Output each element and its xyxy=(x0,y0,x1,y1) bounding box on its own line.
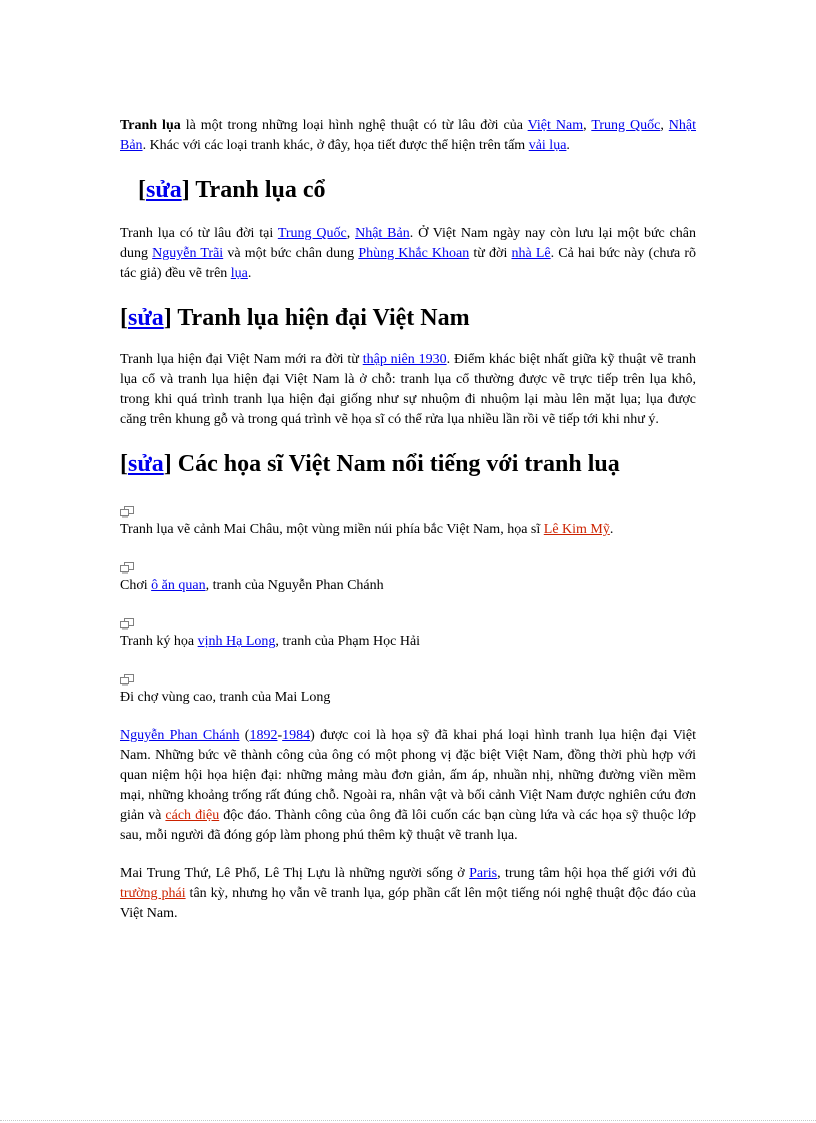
caption-after: . xyxy=(609,522,614,537)
broken-image-icon[interactable] xyxy=(120,674,134,686)
mai-trung-thu-paragraph xyxy=(120,864,696,924)
s2-text-1: Tranh lụa hiện đại Việt Nam mới ra đời từ xyxy=(120,352,363,367)
image-caption-1 xyxy=(120,520,696,540)
link-nguyen-trai[interactable]: Nguyễn Trãi xyxy=(152,246,224,261)
p1-text-4: độc đáo. Thành công của ông đã lôi cuốn các bạn cùng lứa và các họa sỹ thuộc lớp sau, mỗi người đã đóng góp làm phong phú thêm kỹ thuật vẽ tranh lụa. xyxy=(120,808,696,843)
link-vinh-ha-long[interactable]: vịnh Hạ Long xyxy=(197,634,276,649)
heading-text: Tranh lụa cổ xyxy=(195,177,326,203)
caption-text: Tranh lụa vẽ cảnh Mai Châu, một vùng miền núi phía bắc Việt Nam, họa sĩ xyxy=(120,522,544,537)
p2-text-3: tân kỳ, nhưng họ vẫn vẽ tranh lụa, góp phần cất lên một tiếng nói nghệ thuật độc đáo của Việt Nam. xyxy=(120,886,696,921)
broken-image-icon[interactable] xyxy=(120,562,134,574)
link-paris[interactable]: Paris xyxy=(469,866,498,881)
intro-text-4: . Khác với các loại tranh khác, ở đây, họa tiết được thể hiện trên tấm xyxy=(142,138,529,153)
link-vai-lua[interactable]: vải lụa xyxy=(528,138,567,153)
link-viet-nam[interactable]: Việt Nam xyxy=(527,118,584,133)
heading-tranh-lua-co: [sửa] Tranh lụa cổ xyxy=(138,177,326,203)
link-truong-phai[interactable]: trường phái xyxy=(120,886,186,901)
image-placeholder-3 xyxy=(120,618,696,652)
s1-text-3: . Ở Việt Nam ngày nay còn lưu lại một bức chân dung xyxy=(120,226,697,261)
heading-tranh-lua-hien-dai: [sửa] Tranh lụa hiện đại Việt Nam xyxy=(120,305,470,331)
intro-bold-term: Tranh lụa xyxy=(120,118,181,133)
p1-text-3: ) được coi là họa sỹ đã khai phá loại hình tranh lụa hiện đại Việt Nam. Những bức vẽ thành công của ông có một phong vị đặc biệt Việt Nam, đồng thời phù hợp với quan niệm hội họa hiện đại: những mảng màu đơn giản, ấm áp, nhuần nhị, những đường viền mềm mại, những khoảng trống rất đúng chỗ. Ngoài ra, nhân vật và bối cảnh Việt Nam được nghiên cứu đơn giản và xyxy=(120,728,696,823)
link-trung-quoc[interactable]: Trung Quốc xyxy=(591,118,661,133)
intro-paragraph xyxy=(120,116,696,156)
intro-text-2: , xyxy=(583,118,592,133)
s1-text-5: từ đời xyxy=(469,246,512,261)
heading-text: Tranh lụa hiện đại Việt Nam xyxy=(177,305,470,331)
link-le-kim-my[interactable]: Lê Kim Mỹ xyxy=(543,522,610,537)
link-nhat-ban-2[interactable]: Nhật Bản xyxy=(355,226,410,241)
edit-link-section-3[interactable]: sửa xyxy=(128,451,164,477)
heading-text: Các họa sĩ Việt Nam nổi tiếng với tranh luạ xyxy=(177,451,620,477)
image-caption-3 xyxy=(120,632,696,652)
link-lua[interactable]: lụa xyxy=(230,266,248,281)
link-o-an-quan[interactable]: ô ăn quan xyxy=(151,578,206,593)
link-nguyen-phan-chanh[interactable]: Nguyễn Phan Chánh xyxy=(120,728,240,743)
s1-text-7: . xyxy=(247,266,252,281)
caption-text: Tranh ký họa xyxy=(120,634,198,649)
link-nhat-ban[interactable]: Nhật Bản xyxy=(120,118,697,153)
s1-text-1: Tranh lụa có từ lâu đời tại xyxy=(120,226,278,241)
heading-cac-hoa-si: [sửa] Các họa sĩ Việt Nam nổi tiếng với tranh luạ xyxy=(120,451,620,477)
image-placeholder-1 xyxy=(120,506,696,540)
broken-image-icon[interactable] xyxy=(120,506,134,518)
p2-text-1: Mai Trung Thứ, Lê Phổ, Lê Thị Lựu là những người sống ở xyxy=(120,866,470,881)
image-placeholder-4 xyxy=(120,674,696,708)
link-1984[interactable]: 1984 xyxy=(282,728,311,743)
link-cach-dieu[interactable]: cách điệu xyxy=(165,808,220,823)
edit-link-section-1[interactable]: sửa xyxy=(146,177,182,203)
caption-text: Đi chợ vùng cao, tranh của Mai Long xyxy=(120,690,331,705)
broken-image-icon[interactable] xyxy=(120,618,134,630)
link-trung-quoc-2[interactable]: Trung Quốc xyxy=(277,226,347,241)
s2-text-2: . Điểm khác biệt nhất giữa kỹ thuật vẽ tranh lụa cổ và tranh lụa hiện đại Việt Nam là ở chỗ: tranh lụa cổ thường được vẽ trực tiếp trên lụa khô, trong khi quá trình tranh lụa hiện đại giống như sự nhuộm đi nhuộm lại màu lên mặt lụa; lụa được căng trên khung gỗ và trong quá trình vẽ họa sĩ có thể rửa lụa nhiều lần rồi vẽ tiếp tới khi như ý. xyxy=(120,352,696,427)
link-phung-khac-khoan[interactable]: Phùng Khắc Khoan xyxy=(358,246,470,261)
intro-text-3: , xyxy=(660,118,669,133)
s1-text-2: , xyxy=(346,226,356,241)
caption-after: , tranh của Nguyễn Phan Chánh xyxy=(205,578,384,593)
section2-paragraph xyxy=(120,350,696,430)
p1-text-2: - xyxy=(277,728,283,743)
document-body xyxy=(120,116,696,924)
image-caption-2 xyxy=(120,576,696,596)
s1-text-4: và một bức chân dung xyxy=(223,246,359,261)
link-1892[interactable]: 1892 xyxy=(249,728,278,743)
image-caption-4 xyxy=(120,688,696,708)
link-thap-nien-1930[interactable]: thập niên 1930 xyxy=(362,352,447,367)
p2-text-2: , trung tâm hội họa thế giới với đủ xyxy=(497,866,696,881)
section1-paragraph xyxy=(120,224,696,284)
edit-link-section-2[interactable]: sửa xyxy=(128,305,164,331)
intro-text-5: . xyxy=(566,138,570,153)
intro-text-1: là một trong những loại hình nghệ thuật có từ lâu đời của xyxy=(180,118,528,133)
image-placeholder-2 xyxy=(120,562,696,596)
nguyen-phan-chanh-paragraph xyxy=(120,726,696,846)
link-nha-le[interactable]: nhà Lê xyxy=(511,246,551,261)
caption-after: , tranh của Phạm Học Hải xyxy=(275,634,421,649)
caption-text: Chơi xyxy=(120,578,152,593)
s1-text-6: . Cả hai bức này (chưa rõ tác giả) đều vẽ trên xyxy=(120,246,697,281)
p1-text-1: ( xyxy=(239,728,250,743)
page-bottom-divider xyxy=(0,1120,816,1121)
